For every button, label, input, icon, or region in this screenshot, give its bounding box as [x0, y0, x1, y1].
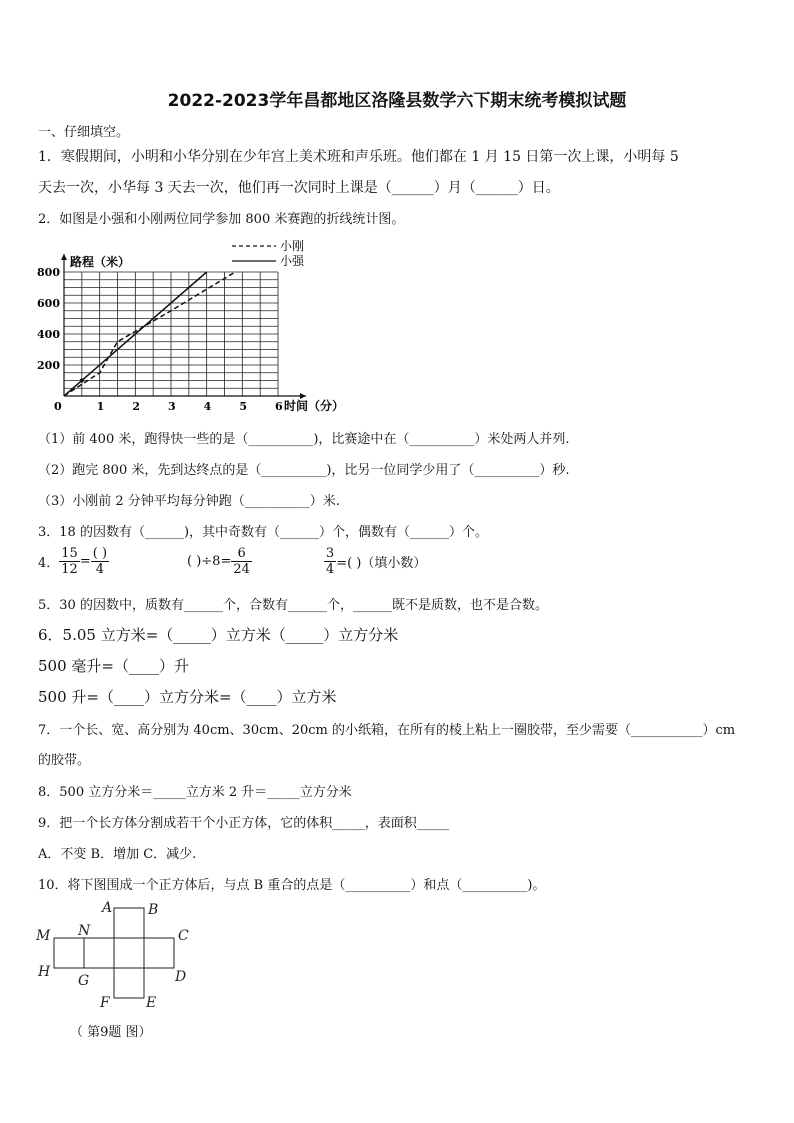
label-G: G — [78, 973, 90, 989]
division-blank: ( )÷8= — [187, 554, 232, 569]
label-D: D — [175, 969, 187, 985]
question-10: 10．将下图围成一个正方体后，与点 B 重合的点是（__________）和点（__________)。 — [38, 878, 546, 893]
net-face-bottom — [114, 968, 144, 998]
numerator: 3 — [325, 546, 335, 561]
y-axis-title: 路程（米） — [70, 255, 131, 269]
question-2-intro: 2．如图是小强和小刚两位同学参加 800 米赛跑的折线统计图。 — [38, 212, 405, 227]
denominator: 4 — [95, 562, 105, 577]
question-7-line-1: 7．一个长、宽、高分别为 40cm、30cm、20cm 的小纸箱，在所有的棱上粘上一圈胶带，至少需要（___________）cm — [38, 723, 736, 738]
y-tick-label: 600 — [37, 297, 60, 310]
fraction-6-24 — [231, 546, 252, 577]
question-5: 5．30 的因数中，质数有______个，合数有______个，______既不是质数，也不是合数。 — [38, 598, 548, 613]
question-1-line-2: 天去一次，小华每 3 天去一次，他们再一次同时上课是（______）月（______）日。 — [38, 180, 560, 196]
denominator: 24 — [233, 562, 250, 577]
x-axis-title: 时间（分） — [284, 399, 345, 413]
x-tick-label: 5 — [239, 400, 247, 413]
equals-sign: = — [79, 554, 91, 569]
question-4-number: 4． — [38, 556, 60, 571]
cube-net-diagram — [34, 898, 204, 1016]
label-C: C — [178, 928, 189, 944]
question-6-line-2: 500 毫升=（____）升 — [38, 657, 189, 675]
label-A: A — [102, 900, 113, 916]
label-E: E — [146, 995, 157, 1011]
section-heading: 一、仔细填空。 — [38, 125, 130, 140]
figure-caption: （ 第9题 图） — [70, 1025, 152, 1040]
fraction-3-4 — [324, 546, 336, 577]
y-tick-label: 400 — [37, 328, 60, 341]
numerator: 6 — [231, 546, 252, 562]
chart-legend — [232, 238, 305, 268]
net-face-center — [114, 938, 144, 968]
legend-label: 小强 — [280, 254, 305, 268]
fraction-blank-4 — [91, 546, 109, 577]
denominator: 12 — [61, 562, 78, 577]
net-face-left — [54, 938, 84, 968]
series-point — [80, 379, 84, 383]
x-tick-label: 0 — [54, 400, 62, 413]
question-2-sub-3: （3）小刚前 2 分钟平均每分钟跑（__________）米. — [38, 494, 340, 509]
question-3: 3．18 的因数有（______)，其中奇数有（______）个，偶数有（______）个。 — [38, 525, 489, 540]
chart-axes — [37, 254, 344, 413]
decimal-blank: =( )（填小数） — [336, 556, 427, 571]
question-2-sub-2: （2）跑完 800 米，先到达终点的是（__________)，比另一位同学少用了（__________）秒. — [38, 463, 570, 478]
legend-label: 小刚 — [280, 239, 305, 253]
question-9-options: A．不变 B．增加 C．减少. — [38, 847, 197, 862]
page-title: 2022-2023学年昌都地区洛隆县数学六下期末统考模拟试题 — [167, 91, 627, 111]
question-4 — [38, 546, 426, 577]
label-N: N — [78, 923, 91, 939]
label-F: F — [100, 995, 110, 1011]
question-8: 8．500 立方分米＝_____立方米 2 升＝_____立方分米 — [38, 785, 352, 800]
net-face-right — [144, 938, 174, 968]
question-1-line-1: 1．寒假期间，小明和小华分别在少年宫上美术班和声乐班。他们都在 1 月 15 日第一次上课，小明每 5 — [38, 149, 679, 165]
x-tick-label: 3 — [168, 400, 176, 413]
denominator: 4 — [325, 562, 335, 577]
numerator: 15 — [61, 546, 78, 561]
fraction-15-12 — [59, 546, 80, 577]
line-chart — [36, 236, 345, 416]
question-7-line-2: 的胶带。 — [38, 753, 91, 768]
x-tick-label: 4 — [203, 400, 212, 413]
question-2-sub-1: （1）前 400 米，跑得快一些的是（__________)，比赛途中在（__________）米处两人并列. — [38, 432, 570, 447]
question-6-line-3: 500 升=（____）立方分米=（____）立方米 — [38, 688, 337, 706]
y-tick-label: 800 — [37, 266, 60, 279]
net-face-top — [114, 908, 144, 938]
x-tick-label: 1 — [96, 400, 105, 413]
question-9-line-1: 9．把一个长方体分割成若干个小正方体，它的体积_____，表面积_____ — [38, 816, 450, 831]
net-face-left-middle — [84, 938, 114, 968]
x-tick-label: 2 — [132, 400, 140, 413]
y-axis-arrow — [61, 254, 67, 260]
label-M: M — [36, 928, 51, 944]
label-B: B — [148, 902, 159, 918]
label-H: H — [38, 964, 51, 980]
y-tick-label: 200 — [37, 359, 60, 372]
chart-grid — [64, 272, 278, 396]
numerator: ( ) — [92, 546, 108, 561]
question-6-line-1: 6．5.05 立方米=（_____）立方米（_____）立方分米 — [38, 626, 399, 644]
x-tick-label: 6 — [275, 400, 283, 413]
